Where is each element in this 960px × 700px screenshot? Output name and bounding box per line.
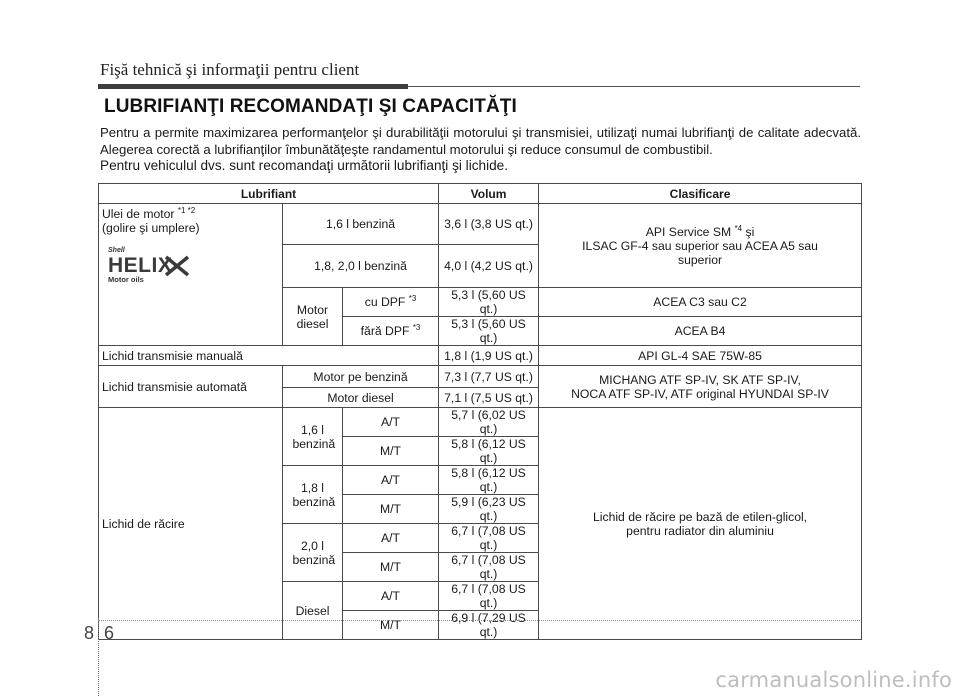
col-header-classification: Clasificare: [539, 184, 862, 204]
diesel-engine-cell: [283, 288, 343, 346]
transmission-cell: M/T: [343, 495, 439, 524]
variant-label: cu DPF: [364, 295, 406, 309]
volume-cell: 6,7 l (7,08 US qt.): [439, 582, 539, 611]
intro-sentence: Pentru vehiculul dvs. sunt recomandaţi următorii lubrifianţi şi lichide.: [100, 158, 508, 173]
transmission-cell: A/T: [343, 524, 439, 553]
volume-cell: 5,3 l (5,60 US qt.): [439, 288, 539, 317]
intro-text: [100, 125, 861, 175]
header-bar: [98, 84, 408, 89]
col-header-lubricant: Lubrifiant: [99, 184, 439, 204]
coolant-engine-cell: [283, 408, 343, 466]
volume-cell: 3,6 l (3,8 US qt.): [439, 204, 539, 245]
transmission-cell: A/T: [343, 466, 439, 495]
footnote-mark: *3: [408, 293, 417, 303]
transmission-cell: A/T: [343, 582, 439, 611]
diesel-label: Motor diesel: [296, 302, 329, 331]
logo-helix-text: HELIX: [108, 254, 173, 277]
variant-label: fără DPF: [360, 324, 410, 338]
classification-cell: [539, 366, 862, 408]
classification-cell: [539, 408, 862, 640]
volume-cell: 7,1 l (7,5 US qt.): [439, 388, 539, 408]
and-text: şi: [745, 224, 755, 239]
volume-cell: 5,9 l (6,23 US qt.): [439, 495, 539, 524]
transmission-cell: M/T: [343, 553, 439, 582]
engine-oil-cell: [99, 204, 283, 346]
engine-label: 1,6 l benzină: [292, 422, 336, 451]
coolant-classification-line2: pentru radiator din aluminiu: [626, 523, 774, 538]
running-header: Fişă tehnică şi informaţii pentru client: [100, 60, 360, 79]
engine-oil-sublabel: (golire şi umplere): [102, 221, 200, 235]
footer-divider: [98, 618, 99, 696]
petrol-classification-line2: ILSAC GF-4 sau superior sau ACEA A5 sau superior: [582, 238, 818, 267]
volume-cell: 5,8 l (6,12 US qt.): [439, 466, 539, 495]
volume-cell: 4,0 l (4,2 US qt.): [439, 245, 539, 288]
volume-cell: 6,9 l (7,29 US qt.): [439, 611, 539, 640]
chapter-number: 8: [84, 623, 95, 643]
automatic-transmission-label: Lichid transmisie automată: [99, 366, 283, 408]
api-service-text: API Service SM: [645, 224, 732, 239]
footnote-marks: *1 *2: [177, 205, 196, 215]
lubricants-table: [98, 183, 862, 640]
engine-oil-label-line: [102, 207, 279, 221]
section-title: LUBRIFIANŢI RECOMANDAŢI ŞI CAPACITĂŢI: [104, 96, 517, 117]
volume-cell: 6,7 l (7,08 US qt.): [439, 553, 539, 582]
table-row: [99, 366, 862, 388]
footnote-mark: *3: [412, 322, 421, 332]
logo-shell-text: Shell: [108, 247, 125, 254]
intro-paragraph: Pentru a permite maximizarea performanţelor şi durabilităţii motorului şi transmisiei, utilizaţi numai lubrifianţi de calitate adecvată. Alegerea corectă a lubrifianţilor îmbunătăţeşte randamentul motorului şi reduce consumul de combustibil.: [100, 125, 861, 157]
classification-cell: [539, 204, 862, 288]
engine-oil-label: Ulei de motor: [102, 207, 175, 221]
footer-rule: [98, 620, 860, 621]
coolant-classification-line1: Lichid de răcire pe bază de etilen-glicol,: [592, 509, 808, 524]
engine-cell: 1,6 l benzină: [283, 204, 439, 245]
classification-cell: ACEA C3 sau C2: [539, 288, 862, 317]
table-row: [99, 408, 862, 437]
volume-cell: 1,8 l (1,9 US qt.): [439, 346, 539, 366]
page-number: 6: [104, 623, 115, 643]
engine-cell: Motor pe benzină: [283, 366, 439, 388]
atf-classification-line2: NOCA ATF SP-IV, ATF original HYUNDAI SP-IV: [571, 386, 829, 401]
engine-cell: 1,8, 2,0 l benzină: [283, 245, 439, 288]
table-header-row: [99, 184, 862, 204]
dpf-variant-cell: [343, 317, 439, 346]
table-row: [99, 346, 862, 366]
petrol-classification-line1: [542, 225, 858, 239]
footnote-mark: *4: [734, 223, 743, 233]
classification-cell: API GL-4 SAE 75W-85: [539, 346, 862, 366]
coolant-engine-cell: [283, 466, 343, 524]
manual-transmission-label: Lichid transmisie manuală: [99, 346, 439, 366]
coolant-engine-cell: Diesel: [283, 582, 343, 640]
dpf-variant-cell: [343, 288, 439, 317]
classification-cell: ACEA B4: [539, 317, 862, 346]
engine-cell: Motor diesel: [283, 388, 439, 408]
shell-helix-logo: [106, 245, 279, 285]
shell-helix-logo-graphic: [106, 245, 192, 285]
transmission-cell: A/T: [343, 408, 439, 437]
engine-label: 2,0 l benzină: [292, 538, 336, 567]
coolant-label: Lichid de răcire: [99, 408, 283, 640]
watermark: carmanualsonline.info: [715, 668, 952, 692]
volume-cell: 6,7 l (7,08 US qt.): [439, 524, 539, 553]
transmission-cell: M/T: [343, 437, 439, 466]
transmission-cell: M/T: [343, 611, 439, 640]
coolant-engine-cell: [283, 524, 343, 582]
atf-classification-line1: MICHANG ATF SP-IV, SK ATF SP-IV,: [599, 372, 801, 387]
volume-cell: 5,8 l (6,12 US qt.): [439, 437, 539, 466]
table-row: [99, 204, 862, 245]
engine-label: 1,8 l benzină: [292, 480, 336, 509]
volume-cell: 5,3 l (5,60 US qt.): [439, 317, 539, 346]
volume-cell: 7,3 l (7,7 US qt.): [439, 366, 539, 388]
logo-motor-oils-text: Motor oils: [108, 275, 144, 284]
volume-cell: 5,7 l (6,02 US qt.): [439, 408, 539, 437]
col-header-volume: Volum: [439, 184, 539, 204]
